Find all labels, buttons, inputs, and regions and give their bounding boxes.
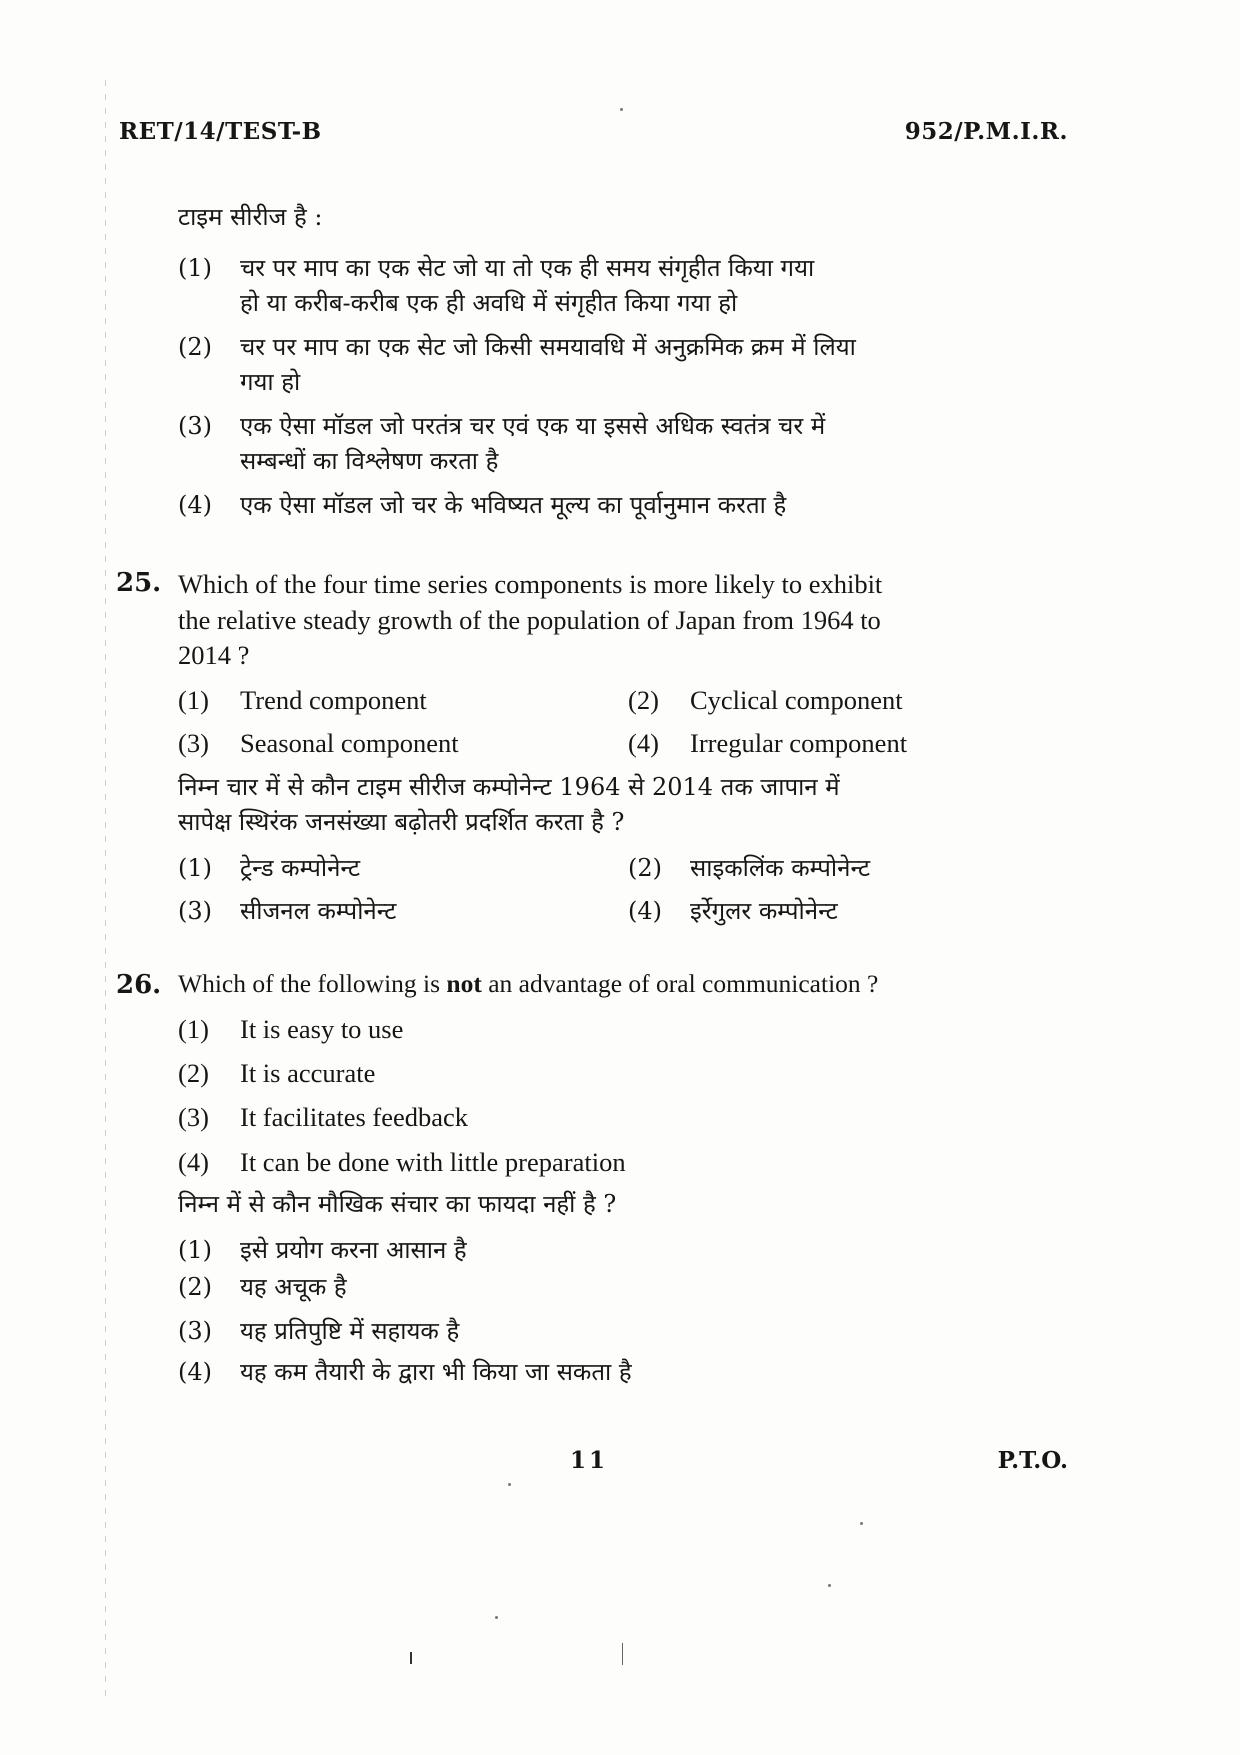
scan-speck — [860, 1522, 863, 1525]
q25-number: 25. — [116, 568, 162, 598]
q25-option-4-number: (4) — [628, 728, 659, 758]
q24-option-3-number: (3) — [178, 412, 212, 440]
q26-stem-hindi: निम्न में से कौन मौखिक संचार का फायदा नहीं है ? — [178, 1190, 617, 1218]
q26-hindi-option-3-number: (3) — [178, 1317, 212, 1345]
q25-option-4-text: Irregular component — [690, 728, 908, 758]
q26-hindi-option-4-number: (4) — [178, 1358, 212, 1386]
scan-speck — [828, 1584, 831, 1587]
q25-stem-hindi-line-1: निम्न चार में से कौन टाइम सीरीज कम्पोनेन्ट 1964 से 2014 तक जापान में — [178, 773, 840, 801]
scan-speck — [620, 108, 623, 111]
q25-hindi-option-1-number: (1) — [178, 854, 212, 882]
q26-hindi-option-4-text: यह कम तैयारी के द्वारा भी किया जा सकता है — [240, 1358, 632, 1386]
q26-option-2-text: It is accurate — [240, 1058, 376, 1088]
q25-option-2-text: Cyclical component — [690, 685, 903, 715]
q24-option-1-line-1: चर पर माप का एक सेट जो या तो एक ही समय संगृहीत किया गया — [240, 254, 815, 282]
q25-hindi-option-3-text: सीजनल कम्पोनेन्ट — [240, 897, 397, 925]
q25-stem-line-2: the relative steady growth of the population of Japan from 1964 to — [178, 605, 881, 635]
q24-stem-hindi: टाइम सीरीज है : — [178, 203, 323, 231]
scan-mark — [410, 1652, 412, 1664]
q26-hindi-option-2-text: यह अचूक है — [240, 1273, 347, 1301]
page-number: 11 — [570, 1447, 609, 1474]
q25-hindi-option-2-number: (2) — [628, 854, 662, 882]
q24-option-3-line-2: सम्बन्धों का विश्लेषण करता है — [240, 447, 499, 475]
q25-option-3-text: Seasonal component — [240, 728, 459, 758]
q24-option-1-line-2: हो या करीब-करीब एक ही अवधि में संगृहीत किया गया हो — [240, 289, 738, 317]
q26-stem — [178, 966, 1073, 1002]
q24-option-2-line-1: चर पर माप का एक सेट जो किसी समयावधि में अनुक्रमिक क्रम में लिया — [240, 333, 856, 361]
q25-stem-hindi-line-2: सापेक्ष स्थिरंक जनसंख्या बढ़ोतरी प्रदर्शित करता है ? — [178, 808, 625, 836]
q25-hindi-option-4-text: इर्रेगुलर कम्पोनेन्ट — [690, 897, 838, 925]
q26-hindi-option-1-number: (1) — [178, 1236, 212, 1264]
q26-hindi-option-1-text: इसे प्रयोग करना आसान है — [240, 1236, 467, 1264]
q25-option-2-number: (2) — [628, 685, 659, 715]
q25-option-1-text: Trend component — [240, 685, 427, 715]
q24-option-2-line-2: गया हो — [240, 368, 301, 396]
q25-option-1-number: (1) — [178, 685, 209, 715]
q24-option-3-line-1: एक ऐसा मॉडल जो परतंत्र चर एवं एक या इससे अधिक स्वतंत्र चर में — [240, 412, 826, 440]
q26-stem-part-2: an advantage of oral communication ? — [481, 969, 879, 998]
q26-option-1-text: It is easy to use — [240, 1014, 404, 1044]
q24-option-1-number: (1) — [178, 254, 212, 282]
q25-stem-line-1: Which of the four time series components is more likely to exhibit — [178, 569, 883, 599]
q25-option-3-number: (3) — [178, 728, 209, 758]
scan-margin-line — [105, 80, 106, 1700]
q26-option-1-number: (1) — [178, 1014, 209, 1044]
scan-mark — [622, 1643, 623, 1665]
q26-stem-part-1: Which of the following is — [178, 969, 447, 998]
q26-option-2-number: (2) — [178, 1058, 209, 1088]
q26-hindi-option-3-text: यह प्रतिपुष्टि में सहायक है — [240, 1317, 460, 1345]
q26-stem-emphasis: not — [446, 969, 482, 998]
please-turn-over: P.T.O. — [997, 1447, 1068, 1474]
q25-stem-line-3: 2014 ? — [178, 640, 250, 670]
scan-speck — [508, 1483, 511, 1486]
header-test-code: RET/14/TEST-B — [119, 118, 322, 145]
q25-hindi-option-4-number: (4) — [628, 897, 662, 925]
q24-option-4-number: (4) — [178, 491, 212, 519]
q24-option-4-line-1: एक ऐसा मॉडल जो चर के भविष्यत मूल्य का पूर्वानुमान करता है — [240, 491, 787, 519]
q26-option-4-text: It can be done with little preparation — [240, 1147, 626, 1177]
q26-option-3-text: It facilitates feedback — [240, 1102, 469, 1132]
header-paper-code: 952/P.M.I.R. — [904, 118, 1068, 145]
q25-hindi-option-2-text: साइकलिंक कम्पोनेन्ट — [690, 854, 871, 882]
q24-option-2-number: (2) — [178, 333, 212, 361]
scan-speck — [495, 1616, 498, 1619]
q26-hindi-option-2-number: (2) — [178, 1273, 212, 1301]
q25-hindi-option-1-text: ट्रेन्ड कम्पोनेन्ट — [240, 854, 361, 882]
q26-option-4-number: (4) — [178, 1147, 209, 1177]
q25-hindi-option-3-number: (3) — [178, 897, 212, 925]
q26-number: 26. — [116, 970, 162, 1000]
q26-option-3-number: (3) — [178, 1102, 209, 1132]
